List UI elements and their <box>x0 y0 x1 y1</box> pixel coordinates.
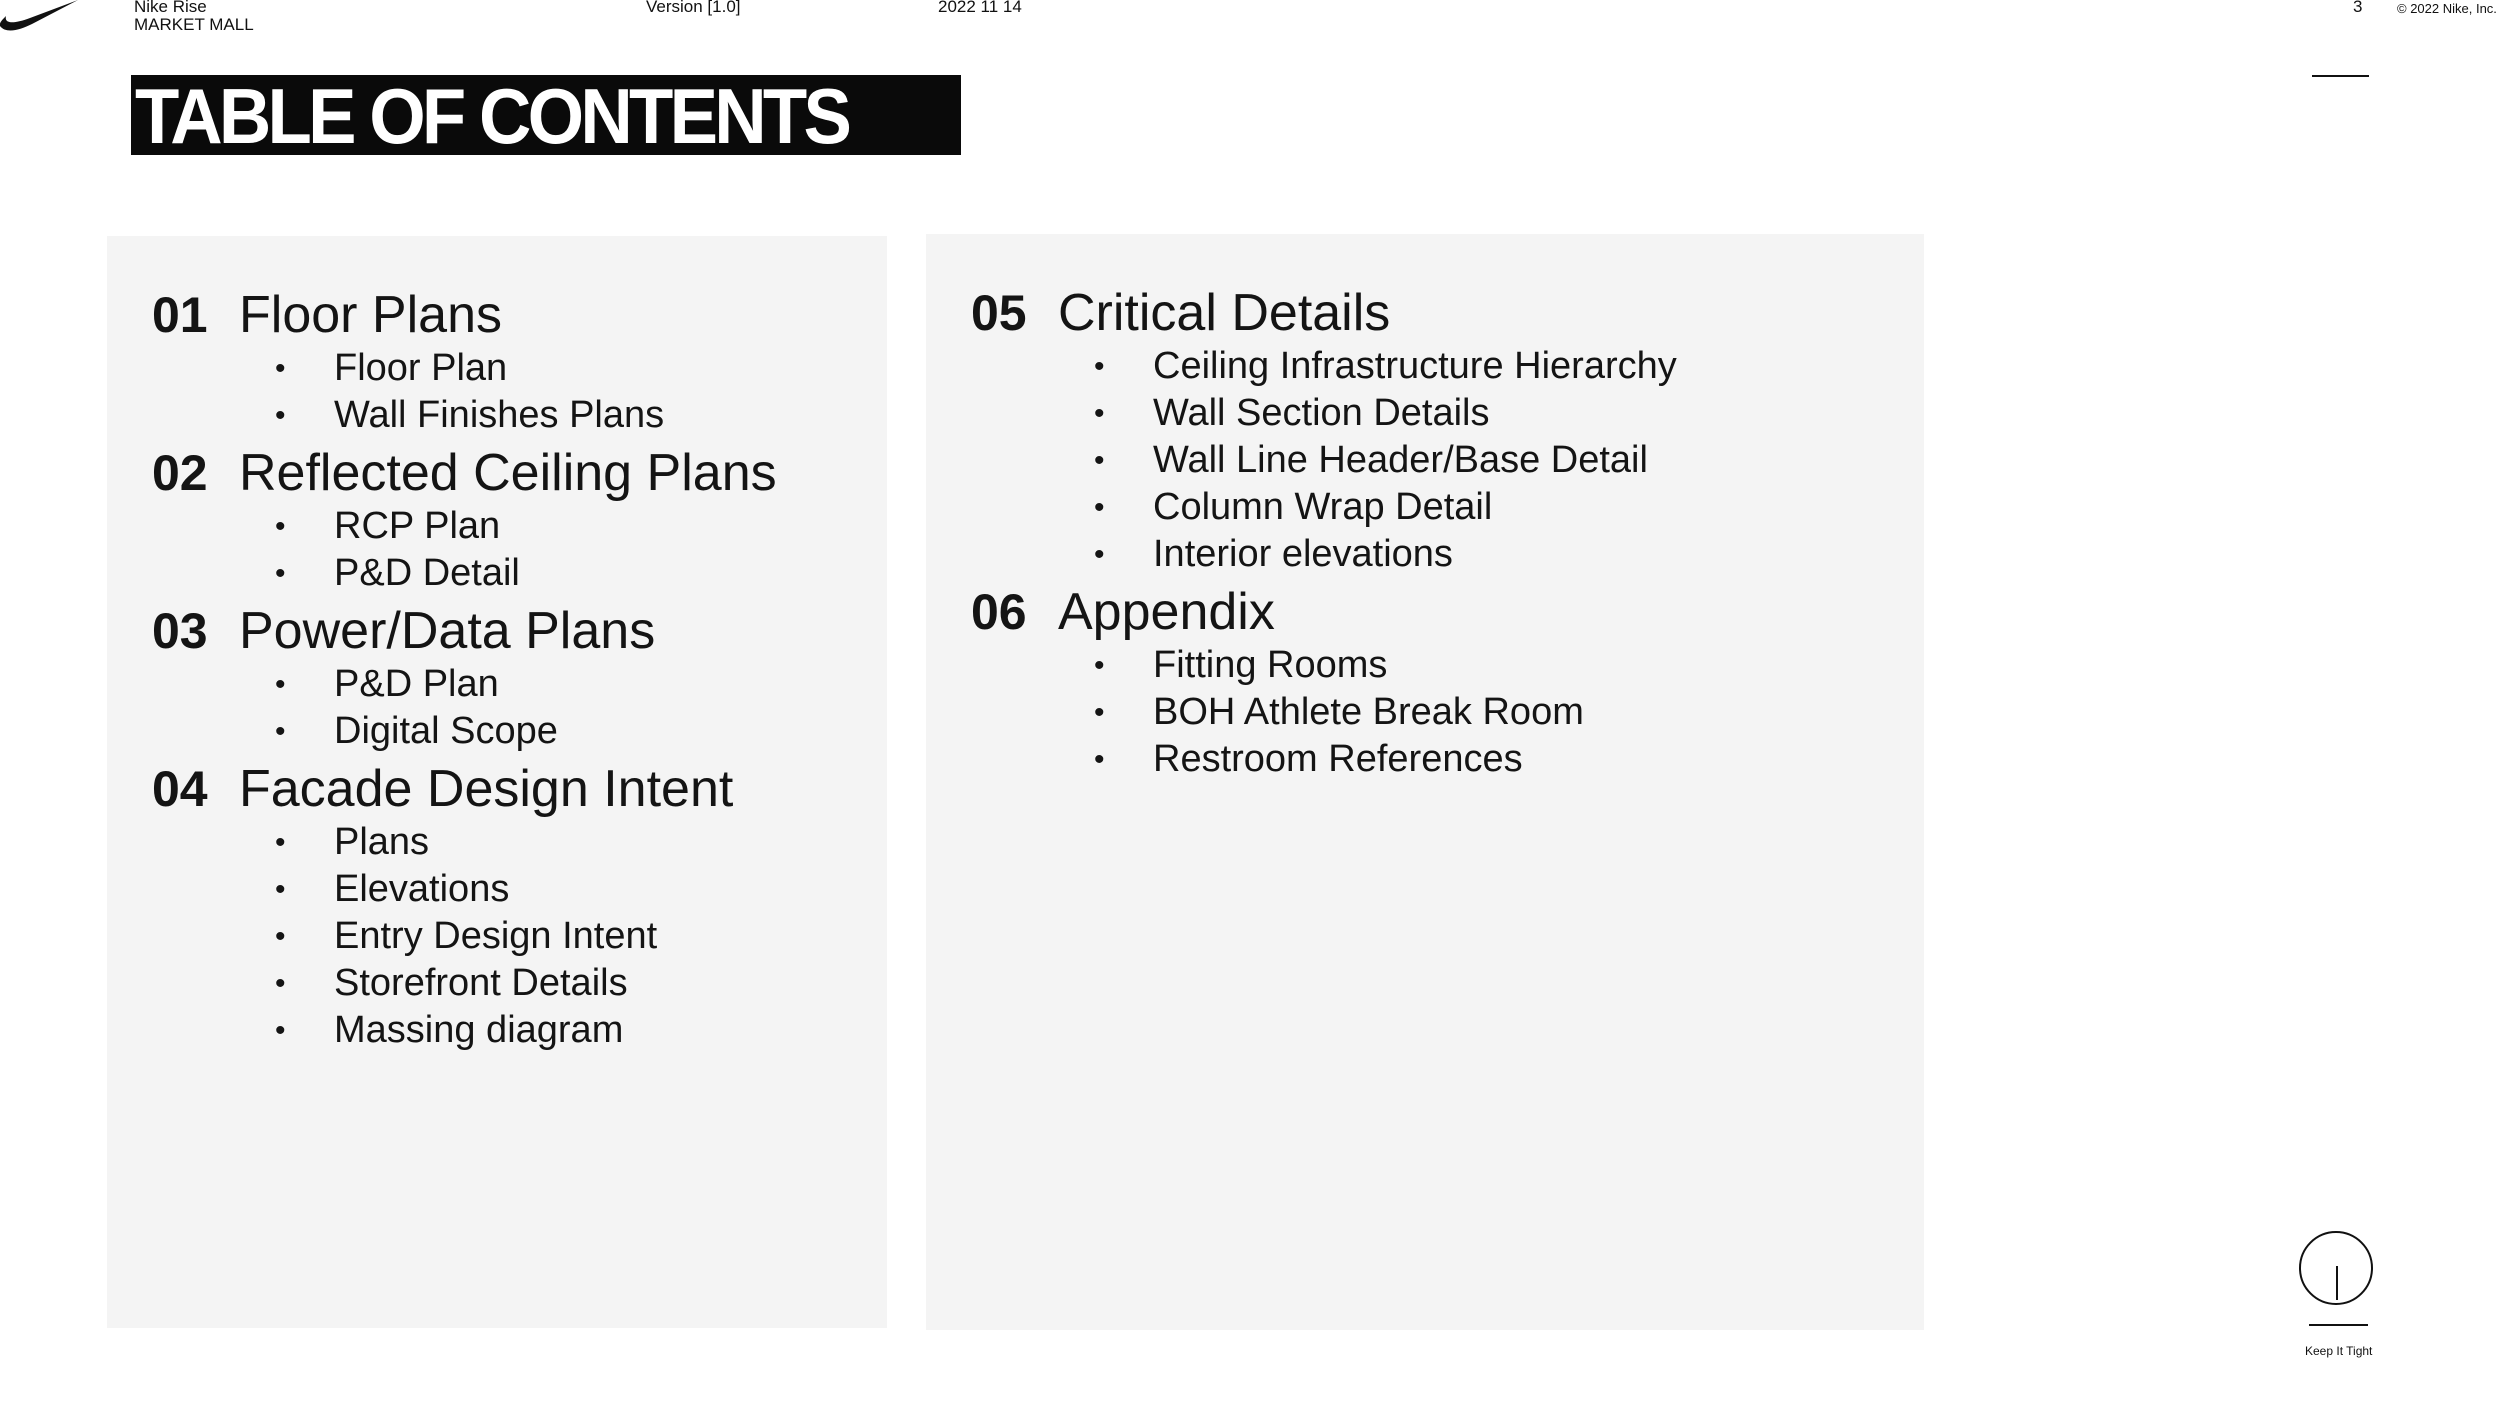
section-title: Facade Design Intent <box>239 760 734 818</box>
bullet: • <box>1094 538 1105 571</box>
section-number: 06 <box>971 584 1027 640</box>
bullet: • <box>275 510 286 543</box>
section-title: Critical Details <box>1058 284 1391 342</box>
item-label: Massing diagram <box>334 1009 624 1051</box>
date-label: 2022 11 14 <box>938 0 1022 16</box>
item-label: Wall Finishes Plans <box>334 394 665 436</box>
item-label: Plans <box>334 821 430 863</box>
item-label: Ceiling Infrastructure Hierarchy <box>1153 345 1677 387</box>
bullet: • <box>1094 491 1105 524</box>
toc-item <box>971 484 1677 531</box>
toc-section-06 <box>971 582 1584 783</box>
toc-item <box>971 642 1584 689</box>
item-label: Wall Section Details <box>1153 392 1490 434</box>
toc-item <box>152 661 655 708</box>
toc-section-03 <box>152 601 655 755</box>
section-number: 02 <box>152 445 208 501</box>
section-title: Power/Data Plans <box>239 602 656 660</box>
page-title: TABLE OF CONTENTS <box>135 75 849 155</box>
brand-name: Nike Rise <box>134 0 207 16</box>
toc-item <box>152 866 733 913</box>
toc-section-02 <box>152 443 777 597</box>
bullet: • <box>275 715 286 748</box>
section-title: Reflected Ceiling Plans <box>239 444 777 502</box>
toc-item <box>152 392 664 439</box>
item-label: RCP Plan <box>334 505 501 547</box>
badge-stem <box>2336 1266 2338 1300</box>
bullet: • <box>275 1014 286 1047</box>
toc-item <box>971 390 1677 437</box>
item-label: Restroom References <box>1153 738 1523 780</box>
toc-section-05 <box>971 283 1677 578</box>
bullet: • <box>1094 444 1105 477</box>
bullet: • <box>1094 696 1105 729</box>
item-label: P&D Detail <box>334 552 520 594</box>
section-title: Appendix <box>1058 583 1275 641</box>
item-label: Storefront Details <box>334 962 628 1004</box>
toc-item <box>152 1007 733 1054</box>
bullet: • <box>1094 350 1105 383</box>
toc-item <box>152 819 733 866</box>
title-bar <box>131 75 961 155</box>
section-number: 01 <box>152 287 208 343</box>
version-label: Version [1.0] <box>646 0 741 16</box>
bullet: • <box>275 668 286 701</box>
item-label: Wall Line Header/Base Detail <box>1153 439 1648 481</box>
bullet: • <box>1094 397 1105 430</box>
toc-item <box>152 960 733 1007</box>
bullet: • <box>275 826 286 859</box>
bullet: • <box>275 399 286 432</box>
toc-section-01 <box>152 285 664 439</box>
toc-section-04 <box>152 759 733 1054</box>
item-label: P&D Plan <box>334 663 499 705</box>
location-name: MARKET MALL <box>134 15 254 34</box>
toc-item <box>152 345 664 392</box>
bullet: • <box>275 352 286 385</box>
item-label: Elevations <box>334 868 510 910</box>
toc-item <box>971 689 1584 736</box>
toc-item <box>152 708 655 755</box>
toc-item <box>971 531 1677 578</box>
section-number: 05 <box>971 285 1027 341</box>
nike-swoosh-logo <box>0 0 90 34</box>
header-rule <box>2312 75 2369 77</box>
bullet: • <box>275 873 286 906</box>
toc-item <box>971 343 1677 390</box>
bullet: • <box>275 967 286 1000</box>
bullet: • <box>275 557 286 590</box>
toc-item <box>152 550 777 597</box>
copyright: © 2022 Nike, Inc. <box>2397 1 2497 16</box>
page-number: 3 <box>2353 0 2363 16</box>
section-number: 03 <box>152 603 208 659</box>
item-label: Interior elevations <box>1153 533 1453 575</box>
toc-item <box>971 736 1584 783</box>
toc-item <box>152 503 777 550</box>
item-label: BOH Athlete Break Room <box>1153 691 1584 733</box>
item-label: Entry Design Intent <box>334 915 658 957</box>
item-label: Fitting Rooms <box>1153 644 1388 686</box>
item-label: Column Wrap Detail <box>1153 486 1493 528</box>
item-label: Digital Scope <box>334 710 558 752</box>
toc-item <box>971 437 1677 484</box>
toc-item <box>152 913 733 960</box>
footer-rule <box>2309 1324 2368 1326</box>
section-title: Floor Plans <box>239 286 502 344</box>
bullet: • <box>1094 743 1105 776</box>
bullet: • <box>1094 649 1105 682</box>
section-number: 04 <box>152 761 208 817</box>
bullet: • <box>275 920 286 953</box>
badge-label: Keep It Tight <box>2305 1344 2373 1358</box>
item-label: Floor Plan <box>334 347 508 389</box>
